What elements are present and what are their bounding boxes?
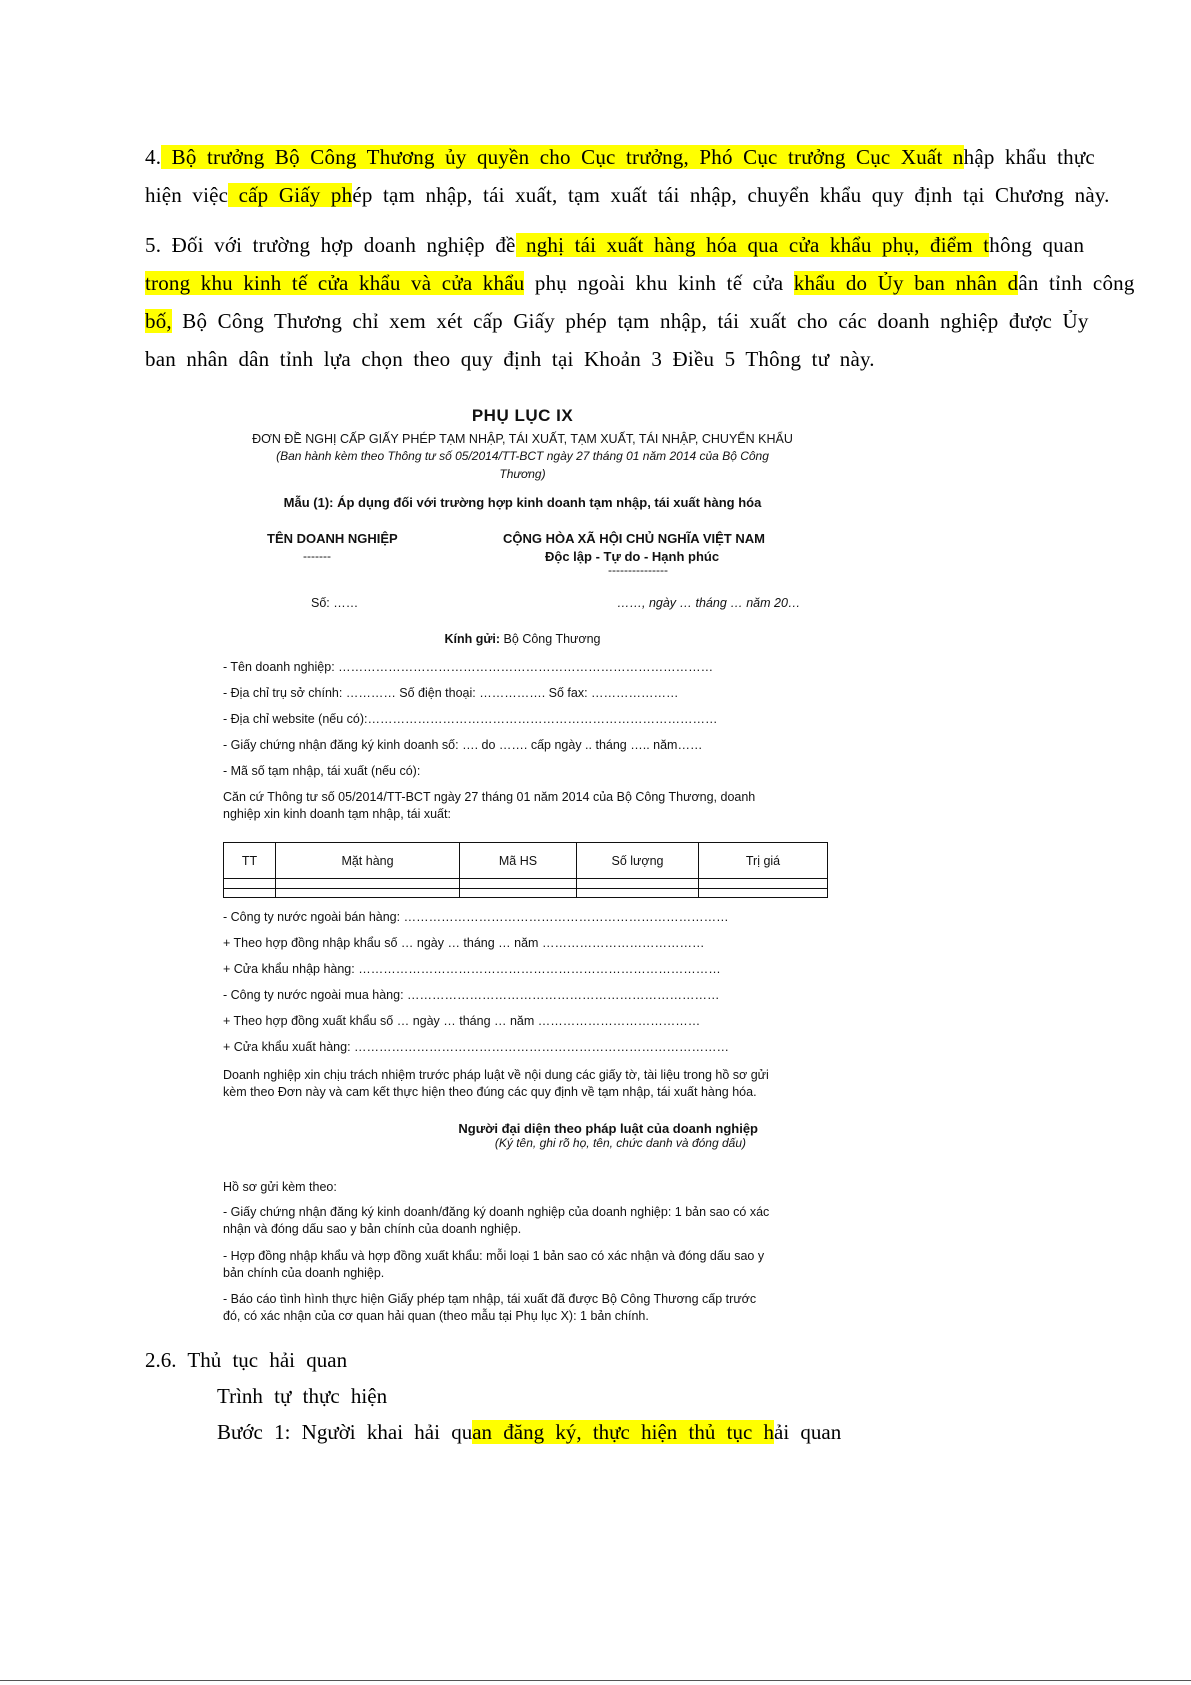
national-motto: Độc lập - Tự do - Hạnh phúc <box>545 549 720 564</box>
attachment-item-cont: đó, có xác nhận của cơ quan hải quan (theo mẫu tại Phụ lục X): 1 bản chính. <box>223 1309 649 1323</box>
commitment-line-1: Doanh nghiệp xin chịu trách nhiệm trước pháp luật về nội dung các giấy tờ, tài liệu trong hồ sơ gửi <box>223 1068 769 1082</box>
attachment-item: - Báo cáo tình hình thực hiện Giấy phép tạm nhập, tái xuất đã được Bộ Công Thương cấp trước <box>223 1292 757 1306</box>
document-number: Số: …… <box>311 596 359 610</box>
field-import-contract: + Theo hợp đồng nhập khẩu số … ngày … tháng … năm ………………………………… <box>223 936 705 950</box>
para5-line-4: ban nhân dân tỉnh lựa chọn theo quy định tại Khoản 3 Điều 5 Thông tư này. <box>145 347 875 371</box>
table-header: Mặt hàng <box>276 843 460 879</box>
field-export-contract: + Theo hợp đồng xuất khẩu số … ngày … tháng … năm ………………………………… <box>223 1014 701 1028</box>
commitment-line-2: kèm theo Đơn này và cam kết thực hiện theo đúng các quy định về tạm nhập, tái xuất hàng hóa. <box>223 1085 757 1099</box>
appendix-ix-form-image <box>215 396 830 1331</box>
appendix-heading: ĐƠN ĐỀ NGHỊ CẤP GIẤY PHÉP TẠM NHẬP, TÁI XUẤT, TẠM XUẤT, TÁI NHẬP, CHUYỂN KHẨU <box>252 432 793 446</box>
signer-role: Người đại diện theo pháp luật của doanh nghiệp <box>458 1121 758 1136</box>
basis-line-2: nghiệp xin kinh doanh tạm nhập, tái xuất: <box>223 807 451 821</box>
field-address: - Địa chỉ trụ sở chính: ………… Số điện thoại: ……………. Số fax: ………………… <box>223 686 679 700</box>
highlight: bố, <box>145 309 172 333</box>
field-export-gate: + Cửa khẩu xuất hàng: ……………………………………………………………………………… <box>223 1040 730 1054</box>
highlight: trong khu kinh tế cửa khẩu và cửa khẩu <box>145 271 525 295</box>
field-company-name: - Tên doanh nghiệp: ……………………………………………………………………………… <box>223 660 714 674</box>
field-import-gate: + Cửa khẩu nhập hàng: …………………………………………………………………………… <box>223 962 721 976</box>
motto-divider: --------------- <box>608 563 668 577</box>
table-header: TT <box>224 843 276 879</box>
para4-line-1: 4. Bộ trưởng Bộ Công Thương ủy quyền cho Cục trưởng, Phó Cục trưởng Cục Xuất nhập khẩu thực <box>145 145 1095 169</box>
procedure-heading: Trình tự thực hiện <box>217 1384 388 1408</box>
field-website: - Địa chỉ website (nếu có):………………………………………………………………………… <box>223 712 718 726</box>
paragraph-5 <box>145 226 1135 378</box>
attachments-title: Hồ sơ gửi kèm theo: <box>223 1180 337 1194</box>
table-row <box>224 879 828 888</box>
attachment-item: - Giấy chứng nhận đăng ký kinh doanh/đăng ký doanh nghiệp của doanh nghiệp: 1 bản sao có xác <box>223 1205 770 1219</box>
goods-table <box>223 842 828 898</box>
field-foreign-seller: - Công ty nước ngoài bán hàng: …………………………………………………………………… <box>223 910 729 924</box>
highlight: cấp Giấy ph <box>228 183 353 207</box>
highlight: an đăng ký, thực hiện thủ tục h <box>472 1420 775 1444</box>
table-header: Mã HS <box>460 843 577 879</box>
table-header: Trị giá <box>699 843 828 879</box>
step-1: Bước 1: Người khai hải quan đăng ký, thực hiện thủ tục hải quan <box>217 1420 842 1444</box>
company-name-header: TÊN DOANH NGHIỆP <box>267 531 398 546</box>
signer-note: (Ký tên, ghi rõ họ, tên, chức danh và đóng dấu) <box>494 1136 746 1150</box>
field-business-license: - Giấy chứng nhận đăng ký kinh doanh số: …. do ……. cấp ngày .. tháng ….. năm…… <box>223 738 703 752</box>
table-row <box>224 888 828 897</box>
para5-line-3: bố, Bộ Công Thương chỉ xem xét cấp Giấy phép tạm nhập, tái xuất cho các doanh nghiệp được Ủy <box>145 309 1089 333</box>
appendix-issued-note: (Ban hành kèm theo Thông tư số 05/2014/TT-BCT ngày 27 tháng 01 năm 2014 của Bộ Công <box>276 449 769 463</box>
para5-line-1: 5. Đối với trường hợp doanh nghiệp đề nghị tái xuất hàng hóa qua cửa khẩu phụ, điểm thông quan <box>145 233 1085 257</box>
company-divider: ------- <box>303 549 331 563</box>
paragraph-4 <box>145 138 1110 214</box>
highlight: Bộ trưởng Bộ Công Thương ủy quyền cho Cục trưởng, Phó Cục trưởng Cục Xuất n <box>161 145 964 169</box>
highlight: nghị tái xuất hàng hóa qua cửa khẩu phụ, điểm t <box>515 233 990 257</box>
document-date: ……, ngày … tháng … năm 20… <box>617 596 801 610</box>
para4-line-2: hiện việc cấp Giấy phép tạm nhập, tái xuất, tạm xuất tái nhập, chuyển khẩu quy định tại Chương này. <box>145 183 1110 207</box>
attachment-item-cont: nhận và đóng dấu sao y bản chính của doanh nghiệp. <box>223 1222 522 1236</box>
form-title: Mẫu (1): Áp dụng đối với trường hợp kinh doanh tạm nhập, tái xuất hàng hóa <box>283 495 762 510</box>
field-foreign-buyer: - Công ty nước ngoài mua hàng: ………………………………………………………………… <box>223 988 720 1002</box>
field-tntx-code: - Mã số tạm nhập, tái xuất (nếu có): <box>223 764 421 778</box>
attachment-item: - Hợp đồng nhập khẩu và hợp đồng xuất khẩu: mỗi loại 1 bản sao có xác nhận và đóng dấu sao y <box>223 1249 765 1263</box>
appendix-issued-note-2: Thương) <box>499 467 546 481</box>
basis-line-1: Căn cứ Thông tư số 05/2014/TT-BCT ngày 27 tháng 01 năm 2014 của Bộ Công Thương, doanh <box>223 790 756 804</box>
attachment-item-cont: bản chính của doanh nghiệp. <box>223 1266 385 1280</box>
country-name: CỘNG HÒA XÃ HỘI CHỦ NGHĨA VIỆT NAM <box>503 531 765 546</box>
para5-line-2: trong khu kinh tế cửa khẩu và cửa khẩu phụ ngoài khu kinh tế cửa khẩu do Ủy ban nhân dân tỉnh công <box>145 271 1135 295</box>
page-bottom-rule <box>0 1680 1191 1681</box>
recipient-line: Kính gửi: Bộ Công Thương <box>444 632 601 646</box>
table-header: Số lượng <box>577 843 699 879</box>
signature-block <box>215 1121 830 1150</box>
appendix-title: PHỤ LỤC IX <box>471 406 574 425</box>
section-heading: 2.6. Thủ tục hải quan <box>145 1348 348 1372</box>
highlight: khẩu do Ủy ban nhân d <box>793 271 1019 295</box>
